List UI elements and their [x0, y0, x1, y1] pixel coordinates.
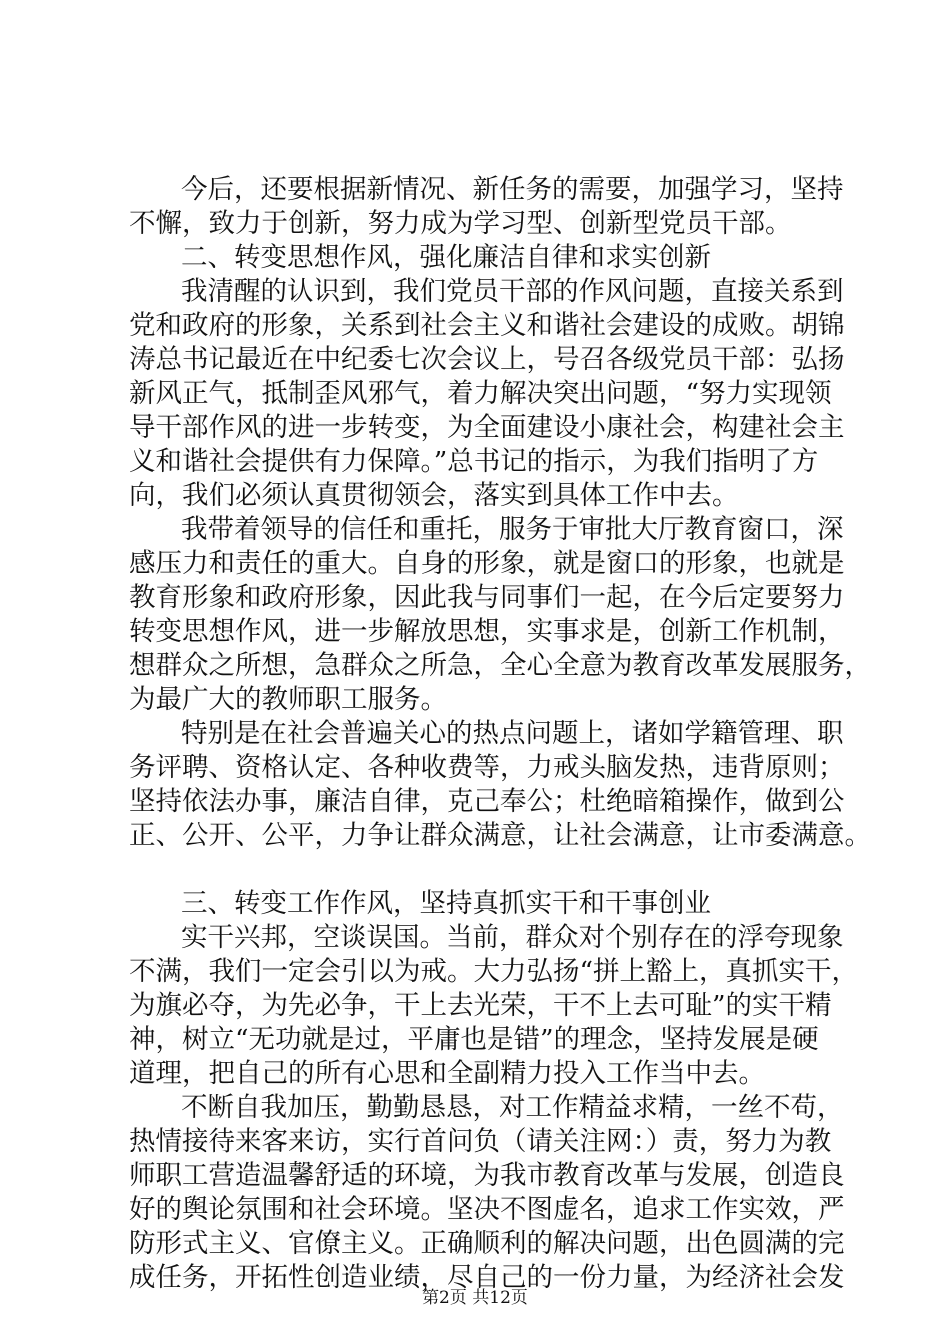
- body-text-line: 正、公开、公平，力争让群众满意，让社会满意，让市委满意。: [129, 820, 871, 851]
- body-text-line: 特别是在社会普遍关心的热点问题上，诸如学籍管理、职: [181, 718, 844, 749]
- body-text-line: 新风正气，抵制歪风邪气，着力解决突出问题，“努力实现领: [129, 378, 832, 409]
- body-text-line: 义和谐社会提供有力保障。”总书记的指示，为我们指明了方: [129, 446, 819, 477]
- body-text-line: 不断自我加压，勤勤恳恳，对工作精益求精，一丝不苟，: [181, 1092, 844, 1123]
- body-text-line: 务评聘、资格认定、各种收费等，力戒头脑发热，违背原则；: [129, 752, 845, 783]
- body-text-line: 想群众之所想，急群众之所急，全心全意为教育改革发展服务，: [129, 650, 871, 681]
- body-text-line: 防形式主义、官僚主义。正确顺利的解决问题，出色圆满的完: [129, 1228, 845, 1259]
- body-text-line: 今后，还要根据新情况、新任务的需要，加强学习，坚持: [181, 174, 844, 205]
- body-text-line: 教育形象和政府形象，因此我与同事们一起，在今后定要努力: [129, 582, 845, 613]
- page-number-footer: 第2页 共12页: [422, 1288, 528, 1308]
- body-text-line: 坚持依法办事，廉洁自律，克己奉公；杜绝暗箱操作，做到公: [129, 786, 845, 817]
- body-text-line: 感压力和责任的重大。自身的形象，就是窗口的形象，也就是: [129, 548, 845, 579]
- body-text-line: 我清醒的认识到，我们党员干部的作风问题，直接关系到: [181, 276, 844, 307]
- body-text-line: 导干部作风的进一步转变，为全面建设小康社会，构建社会主: [129, 412, 845, 443]
- section-heading: 二、转变思想作风，强化廉洁自律和求实创新: [181, 242, 711, 273]
- body-text-line: 不满，我们一定会引以为戒。大力弘扬“拼上豁上，真抓实干，: [129, 956, 859, 987]
- body-text-line: 师职工营造温馨舒适的环境，为我市教育改革与发展，创造良: [129, 1160, 845, 1191]
- body-text-line: 转变思想作风，进一步解放思想，实事求是，创新工作机制，: [129, 616, 845, 647]
- body-text-line: 热情接待来客来访，实行首问负（请关注网：）责，努力为教: [129, 1126, 832, 1157]
- body-text-line: 涛总书记最近在中纪委七次会议上，号召各级党员干部：弘扬: [129, 344, 845, 375]
- body-text-line: 好的舆论氛围和社会环境。坚决不图虚名，追求工作实效，严: [129, 1194, 845, 1225]
- body-text-line: 为旗必夺，为先必争，干上去光荣，干不上去可耻”的实干精: [129, 990, 832, 1021]
- body-text-line: 党和政府的形象，关系到社会主义和谐社会建设的成败。胡锦: [129, 310, 845, 341]
- body-text-line: 成任务，开拓性创造业绩，尽自己的一份力量，为经济社会发: [129, 1262, 845, 1293]
- body-text-line: 道理，把自己的所有心思和全副精力投入工作当中去。: [129, 1058, 765, 1089]
- body-text-line: 不懈，致力于创新，努力成为学习型、创新型党员干部。: [129, 208, 792, 239]
- body-text-line: 为最广大的教师职工服务。: [129, 684, 447, 715]
- body-text-line: 实干兴邦，空谈误国。当前，群众对个别存在的浮夸现象: [181, 922, 844, 953]
- section-heading: 三、转变工作作风，坚持真抓实干和干事创业: [181, 888, 711, 919]
- body-text-line: 神，树立“无功就是过，平庸也是错”的理念，坚持发展是硬: [129, 1024, 819, 1055]
- body-text-line: 向，我们必须认真贯彻领会，落实到具体工作中去。: [129, 480, 739, 511]
- body-text-line: 我带着领导的信任和重托，服务于审批大厅教育窗口，深: [181, 514, 844, 545]
